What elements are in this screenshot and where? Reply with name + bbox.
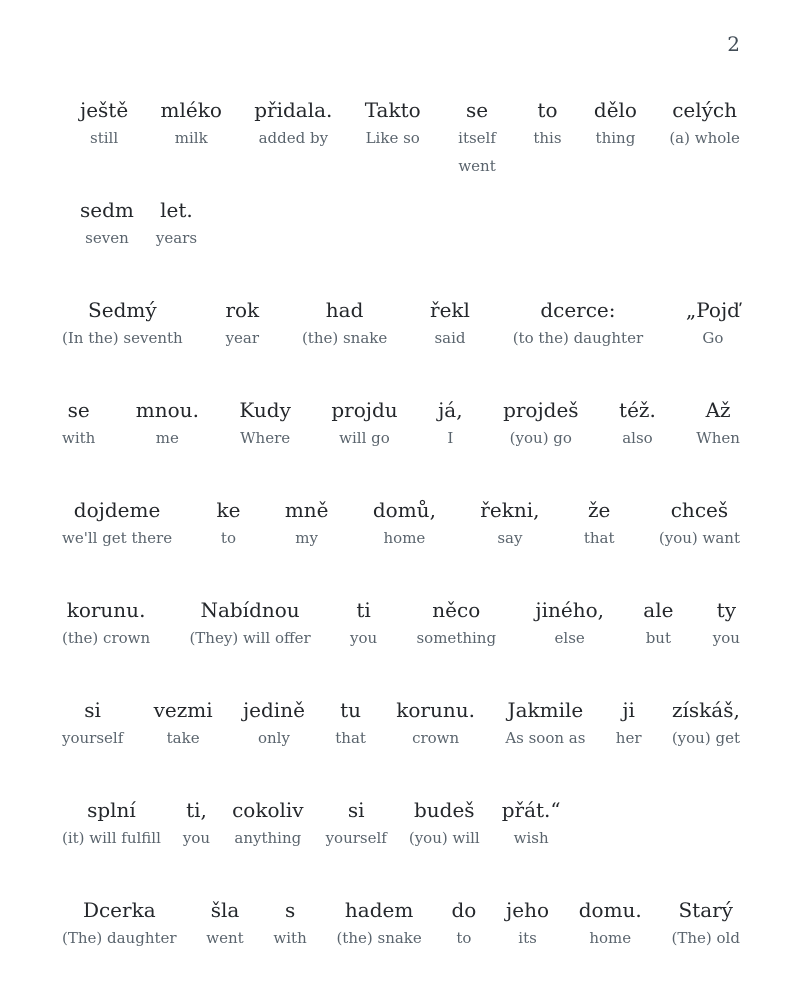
- word-pair: [373, 496, 436, 552]
- word-pair: [62, 296, 183, 352]
- gloss-text: wish: [513, 829, 549, 847]
- source-word: Až: [705, 398, 731, 422]
- word-pair: [686, 296, 740, 352]
- word-pair: [216, 496, 240, 552]
- word-pair: [669, 96, 740, 152]
- gloss-text: anything: [234, 829, 302, 847]
- gloss-text: Go: [702, 329, 724, 347]
- word-pair: [533, 96, 561, 152]
- word-pair: [696, 396, 740, 452]
- source-word: dělo: [593, 98, 637, 122]
- gloss-text: crown: [412, 729, 460, 747]
- word-pair: [183, 796, 210, 852]
- source-word: si: [347, 798, 365, 822]
- gloss-text: seven: [85, 229, 129, 247]
- source-word: korunu.: [396, 698, 475, 722]
- gloss-text: also: [622, 429, 653, 447]
- word-pair: [619, 396, 656, 452]
- gloss-text: something: [416, 629, 497, 647]
- source-word: Takto: [364, 98, 421, 122]
- source-word: ke: [216, 498, 241, 522]
- gloss-text: say: [497, 529, 523, 547]
- source-word: let.: [160, 198, 193, 222]
- source-word: ti,: [186, 798, 207, 822]
- gloss-text: home: [383, 529, 426, 547]
- gloss-text: I: [447, 429, 454, 447]
- word-pair: [453, 96, 501, 180]
- word-pair: [409, 796, 480, 852]
- gloss-text: you: [182, 829, 211, 847]
- source-word: domu.: [578, 898, 642, 922]
- gloss-text: year: [225, 329, 260, 347]
- word-pair: [302, 296, 387, 352]
- gloss-text: (you) want: [658, 529, 740, 547]
- text-row-9: [62, 896, 740, 996]
- source-word: já,: [438, 398, 463, 422]
- gloss-text: (it) will fulfill: [62, 829, 161, 847]
- gloss-text: (the) snake: [301, 329, 388, 347]
- word-pair: [232, 796, 304, 852]
- source-word: jedině: [242, 698, 305, 722]
- gloss-text: else: [554, 629, 585, 647]
- word-pair: [225, 296, 259, 352]
- word-pair: [154, 696, 213, 752]
- gloss-text: (to the) daughter: [512, 329, 644, 347]
- source-word: splní: [87, 798, 136, 822]
- source-word: korunu.: [66, 598, 146, 622]
- gloss-text: with: [62, 429, 96, 447]
- word-pair: [396, 696, 475, 752]
- word-pair: [365, 96, 421, 152]
- word-pair: [713, 596, 740, 652]
- gloss-text: that: [335, 729, 366, 747]
- gloss-text: added by: [258, 129, 329, 147]
- word-pair: [430, 296, 470, 352]
- gloss-text: only: [257, 729, 290, 747]
- source-word: projdu: [331, 398, 398, 422]
- word-pair: [285, 496, 329, 552]
- word-pair: [62, 596, 150, 652]
- gloss-text: said: [434, 329, 466, 347]
- source-word: projdeš: [503, 398, 579, 422]
- word-pair: [62, 496, 172, 552]
- text-row-1: [62, 96, 740, 196]
- source-word: ti: [356, 598, 371, 622]
- source-word: mléko: [160, 98, 222, 122]
- gloss-text: Like so: [365, 129, 420, 147]
- gloss-text: we'll get there: [62, 529, 173, 547]
- source-word: přidala.: [254, 98, 333, 122]
- source-word: jiného,: [535, 598, 604, 622]
- gloss-text: my: [295, 529, 318, 547]
- source-word: mně: [284, 498, 329, 522]
- word-pair: [416, 596, 496, 652]
- word-pair: [659, 496, 740, 552]
- gloss-text: its: [518, 929, 537, 947]
- source-word: ještě: [80, 98, 129, 122]
- page-number: 2: [727, 32, 740, 56]
- word-pair: [254, 96, 332, 152]
- gloss-text: (The) old: [671, 929, 740, 947]
- source-word: dojdeme: [73, 498, 161, 522]
- source-word: něco: [432, 598, 481, 622]
- source-word: sedm: [80, 198, 134, 222]
- word-pair: [273, 896, 306, 952]
- word-pair: [336, 896, 421, 952]
- source-word: Jakmile: [507, 698, 584, 722]
- text-row-3: [62, 296, 740, 396]
- word-pair: [350, 596, 377, 652]
- word-pair: [502, 796, 561, 852]
- word-pair: [579, 896, 642, 952]
- word-pair: [239, 396, 290, 452]
- word-pair: [189, 596, 310, 652]
- text-row-8: [62, 796, 740, 896]
- word-pair: [451, 896, 476, 952]
- word-pair: [513, 296, 643, 352]
- text-row-5: [62, 496, 740, 596]
- source-word: s: [284, 898, 296, 922]
- word-pair: [136, 396, 199, 452]
- gloss-text: you: [350, 629, 378, 647]
- source-word: mnou.: [135, 398, 199, 422]
- word-pair: [438, 396, 462, 452]
- source-word: jeho: [506, 898, 550, 922]
- source-word: Dcerka: [82, 898, 156, 922]
- gloss-text: When: [696, 429, 740, 447]
- gloss-text: still: [90, 129, 119, 147]
- word-pair: [331, 396, 397, 452]
- gloss-text: will go: [339, 429, 390, 447]
- gloss-text: to: [456, 929, 472, 947]
- gloss-text: As soon as: [505, 729, 586, 747]
- source-word: si: [84, 698, 101, 722]
- source-word: had: [325, 298, 364, 322]
- source-word: Sedmý: [88, 298, 157, 322]
- source-word: též.: [619, 398, 656, 422]
- interlinear-text-block: [62, 96, 740, 996]
- gloss-text: her: [615, 729, 642, 747]
- source-word: Starý: [678, 898, 733, 922]
- gloss-text: take: [166, 729, 200, 747]
- word-pair: [505, 696, 585, 752]
- word-pair: [62, 796, 161, 852]
- gloss-text: to: [220, 529, 236, 547]
- gloss-text: (the) snake: [336, 929, 422, 947]
- gloss-text: with: [273, 929, 307, 947]
- gloss-text: (you) go: [509, 429, 572, 447]
- gloss-text: Where: [240, 429, 291, 447]
- word-pair: [62, 396, 95, 452]
- gloss-text: me: [155, 429, 179, 447]
- gloss-text: (you) will: [408, 829, 480, 847]
- word-pair: [206, 896, 243, 952]
- gloss-text: (The) daughter: [62, 929, 177, 947]
- word-pair: [80, 196, 134, 252]
- source-word: se: [67, 398, 90, 422]
- word-pair: [62, 896, 177, 952]
- source-word: ale: [643, 598, 674, 622]
- word-pair: [80, 96, 128, 152]
- word-pair: [161, 96, 222, 152]
- source-word: získáš,: [671, 698, 740, 722]
- word-pair: [335, 696, 366, 752]
- gloss-text: you: [712, 629, 740, 647]
- source-word: to: [537, 98, 558, 122]
- source-word: se: [465, 98, 489, 122]
- gloss-text: itself went: [458, 129, 496, 175]
- word-pair: [584, 496, 615, 552]
- word-pair: [506, 896, 549, 952]
- source-word: tu: [340, 698, 362, 722]
- source-word: šla: [210, 898, 240, 922]
- word-pair: [616, 696, 642, 752]
- gloss-text: (a) whole: [669, 129, 740, 147]
- text-row-7: [62, 696, 740, 796]
- word-pair: [480, 496, 539, 552]
- gloss-text: went: [206, 929, 244, 947]
- gloss-text: thing: [595, 129, 636, 147]
- gloss-text: years: [155, 229, 198, 247]
- source-word: celých: [672, 98, 738, 122]
- word-pair: [62, 696, 123, 752]
- source-word: ji: [622, 698, 635, 722]
- source-word: vezmi: [153, 698, 213, 722]
- gloss-text: that: [583, 529, 615, 547]
- text-row-2: [62, 196, 740, 296]
- source-word: domů,: [372, 498, 436, 522]
- word-pair: [326, 796, 387, 852]
- source-word: Nabídnou: [200, 598, 300, 622]
- source-word: přát.“: [501, 798, 561, 822]
- gloss-text: yourself: [62, 729, 124, 747]
- source-word: dcerce:: [540, 298, 616, 322]
- text-row-4: [62, 396, 740, 496]
- gloss-text: but: [645, 629, 671, 647]
- word-pair: [156, 196, 197, 252]
- source-word: ty: [716, 598, 736, 622]
- text-row-6: [62, 596, 740, 696]
- source-word: řekni,: [480, 498, 540, 522]
- gloss-text: yourself: [325, 829, 387, 847]
- gloss-text: (They) will offer: [189, 629, 311, 647]
- gloss-text: (you) get: [671, 729, 740, 747]
- gloss-text: (In the) seventh: [62, 329, 183, 347]
- source-word: cokoliv: [232, 798, 304, 822]
- source-word: že: [587, 498, 611, 522]
- source-word: do: [451, 898, 477, 922]
- source-word: rok: [225, 298, 260, 322]
- word-pair: [643, 596, 673, 652]
- word-pair: [672, 896, 740, 952]
- gloss-text: home: [589, 929, 632, 947]
- word-pair: [672, 696, 740, 752]
- gloss-text: milk: [174, 129, 208, 147]
- source-word: „Pojď: [685, 298, 740, 322]
- source-word: řekl: [430, 298, 470, 322]
- word-pair: [243, 696, 305, 752]
- word-pair: [594, 96, 637, 152]
- word-pair: [503, 396, 579, 452]
- word-pair: [535, 596, 604, 652]
- source-word: Kudy: [239, 398, 291, 422]
- source-word: budeš: [413, 798, 475, 822]
- gloss-text: this: [533, 129, 562, 147]
- gloss-text: (the) crown: [62, 629, 151, 647]
- source-word: hadem: [344, 898, 414, 922]
- source-word: chceš: [670, 498, 729, 522]
